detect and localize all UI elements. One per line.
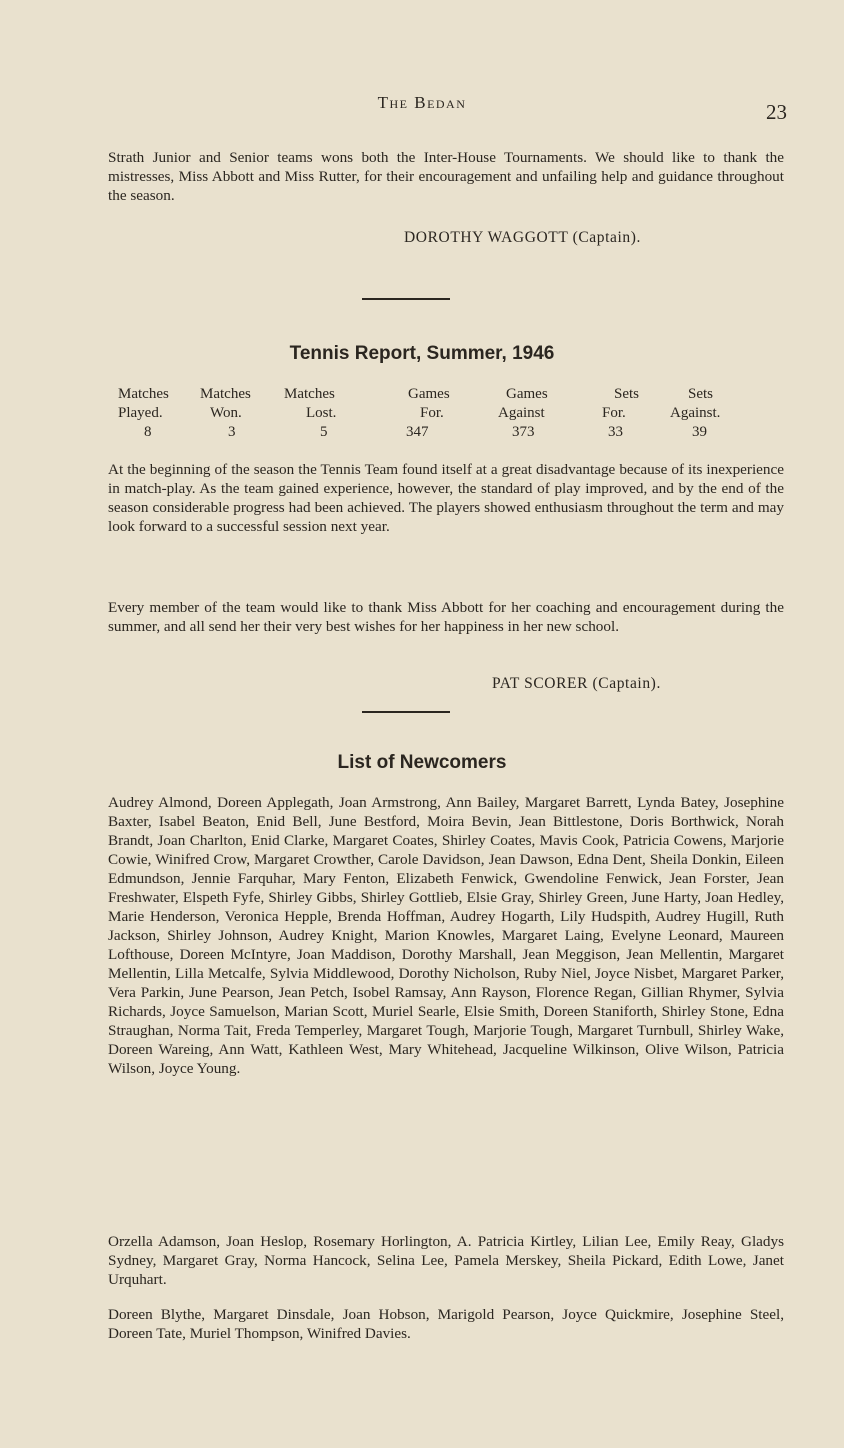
newcomers-paragraph-2: Orzella Adamson, Joan Heslop, Rosemary Horlington, A. Patricia Kirtley, Lilian Lee, Emily Reay, Gladys Sydney, Margaret Gray, Norma Hancock, Selina Lee, Pamela Merskey, Sheila Pickard, Edith Lowe, Janet Urquhart. (108, 1233, 784, 1288)
section-divider (362, 711, 450, 713)
tennis-paragraph-1: At the beginning of the season the Tennis Team found itself at a great disadvantage because of its inexperience in match-play. As the team gained experience, however, the standard of play improved, and by the end of the season considerable progress had been achieved. The players showed enthusiasm throughout the term and may look forward to a successful session next year. (108, 461, 784, 535)
section-divider (362, 298, 450, 300)
intro-signature: DOROTHY WAGGOTT (Captain). (404, 229, 642, 246)
tennis-report-title: Tennis Report, Summer, 1946 (289, 343, 555, 364)
running-title: The Bedan (377, 93, 467, 112)
stats-value: 33 (608, 424, 623, 440)
newcomers-paragraph-1: Audrey Almond, Doreen Applegath, Joan Armstrong, Ann Bailey, Margaret Barrett, Lynda Batey, Josephine Baxter, Isabel Beaton, Enid Bell, June Bestford, Moira Bevin, Jean Bittlestone, Doris Borthwick, Norah Brandt, Joan Charlton, Enid Clarke, Margaret Coates, Shirley Coates, Mavis Cook, Patricia Cowens, Marjorie Cowie, Winifred Crow, Margaret Crowther, Carole Davidson, Jean Dawson, Edna Dent, Sheila Donkin, Eileen Edmundson, Jennie Farquhar, Mary Fenton, Elizabeth Fenwick, Gwendoline Fenwick, Jean Forster, Jean Freshwater, Elspeth Fyfe, Shirley Gibbs, Shirley Gottlieb, Elsie Gray, Shirley Green, June Harty, Joan Hedley, Marie Henderson, Veronica Hepple, Brenda Hoffman, Audrey Hogarth, Lily Hudspith, Audrey Hugill, Ruth Jackson, Shirley Johnson, Audrey Knight, Marion Knowles, Margaret Laing, Evelyne Leonard, Maureen Lofthouse, Doreen McIntyre, Joan Maddison, Dorothy Marshall, Jean Meggison, Jean Mellentin, Margaret Mellentin, Lilla Metcalfe, Sylvia Middlewood, Dorothy Nicholson, Ruby Niel, Joyce Nisbet, Margaret Parker, Vera Parkin, June Pearson, Jean Petch, Isobel Ramsay, Ann Rayson, Florence Regan, Gillian Rhymer, Sylvia Richards, Joyce Samuelson, Marian Scott, Muriel Searle, Elsie Smith, Doreen Staniforth, Shirley Stone, Edna Straughan, Norma Tait, Freda Temperley, Margaret Tough, Marjorie Tough, Margaret Turnbull, Shirley Wake, Doreen Wareing, Ann Watt, Kathleen West, Mary Whitehead, Jacqueline Wilkinson, Olive Wilson, Patricia Wilson, Joyce Young. (108, 794, 784, 1077)
stats-header-row-2 (118, 404, 758, 423)
stats-col-label: Lost. (306, 405, 337, 421)
stats-col-label: Matches (200, 386, 251, 402)
stats-col-label: Games (408, 386, 450, 402)
stats-value: 347 (406, 424, 429, 440)
intro-paragraph: Strath Junior and Senior teams wons both the Inter-House Tournaments. We should like to thank the mistresses, Miss Abbott and Miss Rutter, for their encouragement and unfailing help and guidance throughout the season. (108, 149, 784, 204)
newcomers-paragraph-3: Doreen Blythe, Margaret Dinsdale, Joan Hobson, Marigold Pearson, Joyce Quickmire, Josephine Steel, Doreen Tate, Muriel Thompson, Winifred Davies. (108, 1306, 784, 1342)
stats-values-row (118, 423, 758, 442)
stats-col-label: Against. (670, 405, 721, 421)
stats-value: 8 (144, 424, 152, 440)
stats-col-label: Played. (118, 405, 163, 421)
stats-value: 373 (512, 424, 535, 440)
stats-col-label: Sets (614, 386, 640, 402)
stats-value: 3 (228, 424, 236, 440)
stats-value: 5 (320, 424, 328, 440)
stats-col-label: Games (506, 386, 548, 402)
tennis-paragraph-2: Every member of the team would like to thank Miss Abbott for her coaching and encouragement during the summer, and all send her their very best wishes for her happiness in her new school. (108, 599, 784, 635)
stats-col-label: For. (602, 405, 626, 421)
tennis-signature: PAT SCORER (Captain). (492, 675, 661, 692)
page-number: 23 (766, 100, 787, 124)
stats-col-label: For. (420, 405, 444, 421)
stats-col-label: Won. (210, 405, 242, 421)
stats-col-label: Sets (688, 386, 714, 402)
tennis-stats-table (118, 385, 758, 442)
newcomers-title: List of Newcomers (337, 752, 507, 773)
stats-col-label: Matches (118, 386, 169, 402)
stats-value: 39 (692, 424, 707, 440)
stats-header-row-1 (118, 385, 758, 404)
stats-col-label: Matches (284, 386, 335, 402)
stats-col-label: Against (498, 405, 545, 421)
